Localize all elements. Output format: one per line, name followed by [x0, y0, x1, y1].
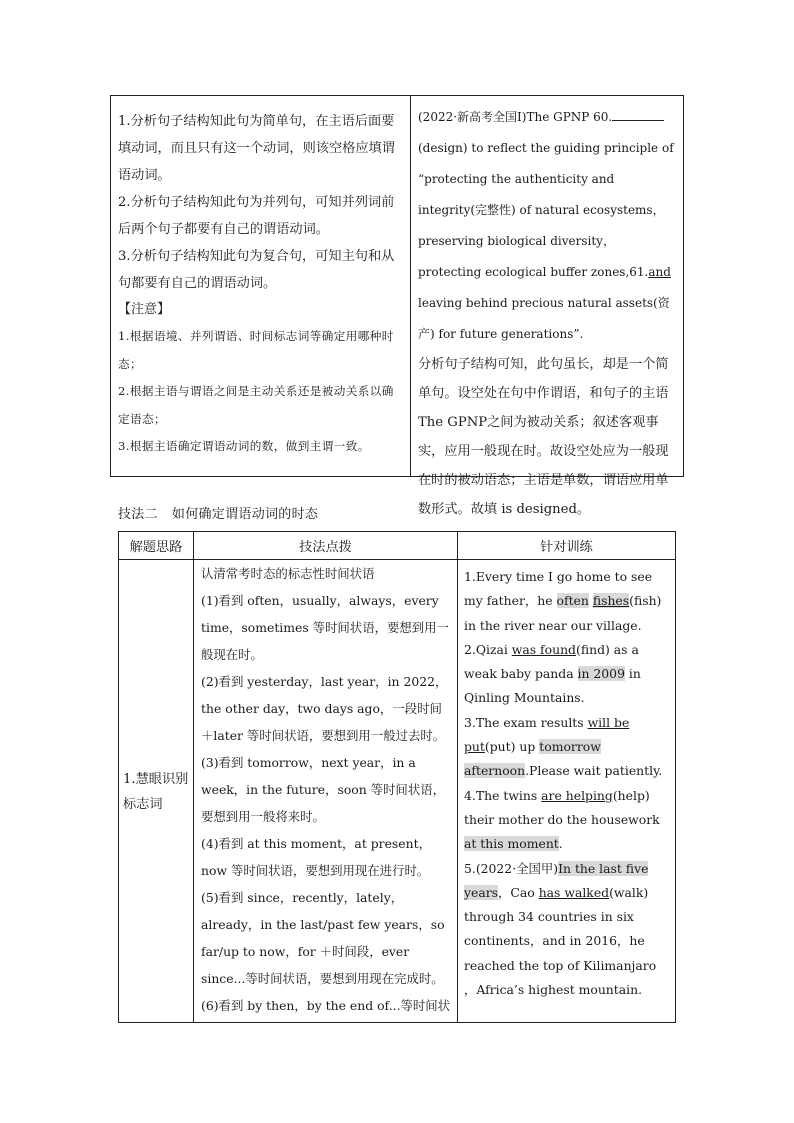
answer-blank — [612, 106, 664, 121]
tip-3: (3)看到 tomorrow，next year，in a week，in the future，soon 等时间状语，要想到用一般将来时。 — [201, 755, 445, 824]
exercise-1: 1.Every time I go home to see my father，he often fishes(fish) in the river near our village. — [464, 569, 662, 633]
header-tips: 技法点拨 — [194, 532, 458, 559]
answer: will be put — [464, 714, 630, 755]
tense-table — [118, 531, 676, 1023]
underlined-and: and — [648, 265, 671, 279]
note-1: 1.根据语境、并列谓语、时间标志词等确定用哪种时态； — [118, 329, 394, 371]
header-practice: 针对训练 — [540, 540, 593, 555]
exercise-5: 5.(2022·全国甲)In the last five years，Cao has walked(walk) through 34 countries in six continents，and in 2016，he reached the top of Kilimanjaro ，Africa’s highest mountain. — [464, 860, 657, 998]
section-title: 如何确定谓语动词的时态 — [171, 507, 319, 522]
header-approach: 解题思路 — [119, 532, 194, 559]
time-marker: tomorrow — [539, 739, 601, 755]
section-label: 技法二 — [118, 507, 158, 522]
step-2: 2.分析句子结构知此句为并列句，可知并列词前后两个句子都要有自己的谓语动词。 — [118, 195, 395, 237]
time-marker: afternoon — [464, 763, 526, 779]
time-marker: in 2009 — [577, 666, 625, 682]
step-1: 1.分析句子结构知此句为简单句，在主语后面要填动词，而且只有这一个动词，则该空格应填谓语动词。 — [118, 114, 395, 183]
analysis-steps-cell — [111, 96, 411, 476]
exercise-2: 2.Qizai was found(find) as a weak baby panda in 2009 in Qinling Mountains. — [464, 641, 641, 706]
time-marker: In the last five years — [464, 860, 649, 900]
note-2: 2.根据主语与谓语之间是主动关系还是被动关系以确定语态； — [118, 384, 394, 426]
practice-cell — [458, 560, 675, 1023]
answer: has walked — [538, 884, 610, 900]
time-marker: often — [556, 593, 589, 609]
tip-1: (1)看到 often，usually，always，every time，sometimes 等时间状语，要想到用一般现在时。 — [201, 593, 449, 662]
step-3: 3.分析句子结构知此句为复合句，可知主句和从句都要有自己的谓语动词。 — [118, 249, 395, 291]
example-cell — [411, 96, 683, 517]
example-sentence: (2022·新高考全国Ⅰ)The GPNP 60.(design) to reflect the guiding principle of “protecting the authenticity and integrity(完整性) of natural ecosystems，preserving biological diversity，protecting ecological buffer zones,61.and leaving behind precious natural assets(资产) for future generations”. — [418, 102, 677, 350]
row-label: 1.慧眼识别标志词 — [119, 560, 194, 1023]
tip-2: (2)看到 yesterday，last year，in 2022，the other day，two days ago，一段时间＋later 等时间状语，要想到用一般过去时。 — [201, 674, 448, 743]
example-analysis: 分析句子结构可知，此句虽长，却是一个简单句。设空处在句中作谓语，和句子的主语The GPNP之间为被动关系；叙述客观事实，应用一般现在时。故设空处应为一般现在时的被动语态；主语是单数，谓语应用单数形式。故填 is designed。 — [418, 357, 669, 517]
time-marker: at this moment — [464, 836, 559, 852]
answer: fishes — [592, 593, 630, 609]
note-title: 【注意】 — [118, 302, 171, 317]
tip-5: (5)看到 since，recently，lately，already，in the last/past few years，so far/up to now，for ＋时间段，ever since...等时间状语，要想到用现在完成时。 — [201, 890, 445, 986]
tip-intro: 认清常考时态的标志性时间状语 — [201, 566, 375, 581]
table-row — [119, 560, 675, 1023]
tips-cell — [194, 560, 458, 1023]
exercise-3: 3.The exam results will be put(put) up tomorrow afternoon.Please wait patiently. — [464, 714, 663, 779]
exercise-4: 4.The twins are helping(help) their mother do the housework at this moment. — [464, 787, 660, 852]
tip-4: (4)看到 at this moment，at present，now 等时间状语，要想到用现在进行时。 — [201, 836, 431, 878]
answer: was found — [511, 641, 576, 657]
table-header-row — [119, 532, 675, 560]
note-3: 3.根据主语确定谓语动词的数，做到主谓一致。 — [118, 439, 370, 453]
section-heading — [118, 503, 318, 522]
tip-6: (6)看到 by then，by the end of...等时间状 — [201, 998, 451, 1013]
answer: are helping — [541, 787, 613, 803]
